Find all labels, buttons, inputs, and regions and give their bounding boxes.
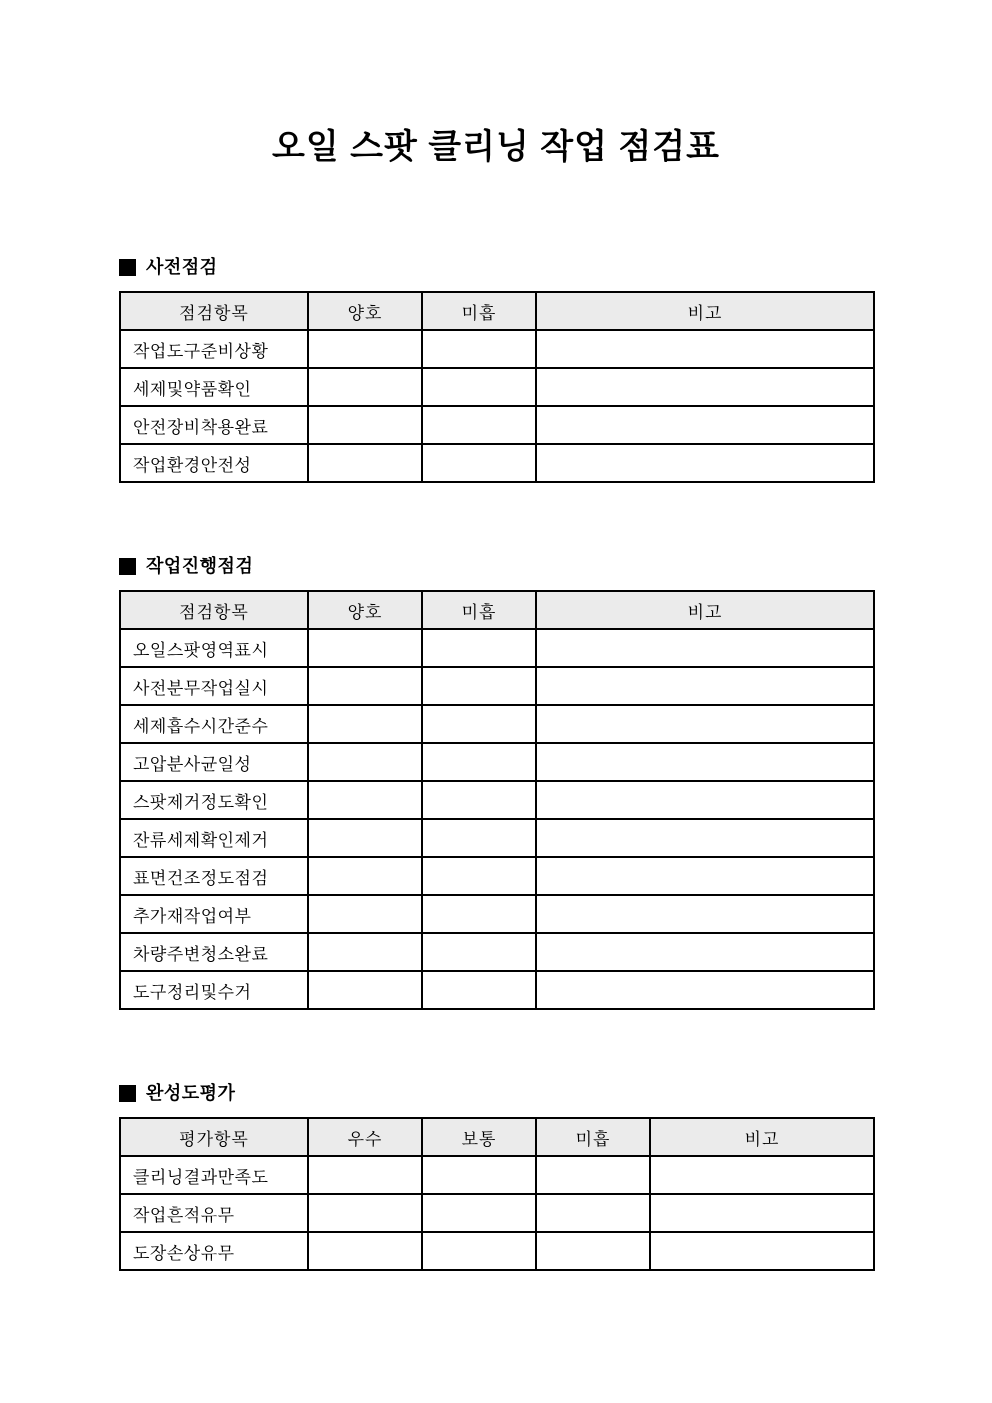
row-label: 오일스팟영역표시 <box>120 629 308 667</box>
check-cell <box>536 1156 650 1194</box>
header-row <box>120 1118 874 1156</box>
check-cell <box>536 857 874 895</box>
row-label: 고압분사균일성 <box>120 743 308 781</box>
row-label: 도장손상유무 <box>120 1232 308 1270</box>
check-cell <box>536 368 874 406</box>
table-row <box>120 781 874 819</box>
column-header: 비고 <box>536 591 874 629</box>
section-heading-label: 완성도평가 <box>146 1083 236 1103</box>
section-bullet-icon <box>119 1085 136 1102</box>
check-cell <box>308 1156 422 1194</box>
row-label: 스팟제거정도확인 <box>120 781 308 819</box>
table-row <box>120 743 874 781</box>
check-cell <box>422 1156 536 1194</box>
row-label: 작업도구준비상황 <box>120 330 308 368</box>
column-header: 미흡 <box>536 1118 650 1156</box>
check-cell <box>422 857 536 895</box>
check-cell <box>650 1156 874 1194</box>
section-work-progress <box>119 555 873 1010</box>
check-cell <box>536 406 874 444</box>
check-cell <box>422 895 536 933</box>
table-row <box>120 895 874 933</box>
check-cell <box>536 444 874 482</box>
check-cell <box>536 1194 650 1232</box>
table-row <box>120 330 874 368</box>
column-header: 미흡 <box>422 292 536 330</box>
check-cell <box>422 743 536 781</box>
row-label: 차량주변청소완료 <box>120 933 308 971</box>
row-label: 작업흔적유무 <box>120 1194 308 1232</box>
pre-check-table <box>119 291 875 483</box>
row-label: 추가재작업여부 <box>120 895 308 933</box>
section-heading-label: 사전점검 <box>146 257 218 277</box>
table-row <box>120 1156 874 1194</box>
column-header: 보통 <box>422 1118 536 1156</box>
check-cell <box>422 781 536 819</box>
check-cell <box>308 857 422 895</box>
table-row <box>120 368 874 406</box>
check-cell <box>536 781 874 819</box>
table-row <box>120 629 874 667</box>
row-label: 작업환경안전성 <box>120 444 308 482</box>
row-label: 세제흡수시간준수 <box>120 705 308 743</box>
column-header: 미흡 <box>422 591 536 629</box>
table-row <box>120 1232 874 1270</box>
check-cell <box>308 933 422 971</box>
check-cell <box>308 819 422 857</box>
check-cell <box>422 330 536 368</box>
check-cell <box>422 819 536 857</box>
table-row <box>120 705 874 743</box>
column-header: 우수 <box>308 1118 422 1156</box>
row-label: 도구정리및수거 <box>120 971 308 1009</box>
check-cell <box>422 705 536 743</box>
check-cell <box>308 667 422 705</box>
check-cell <box>308 1232 422 1270</box>
check-cell <box>422 1194 536 1232</box>
column-header: 비고 <box>536 292 874 330</box>
check-cell <box>308 368 422 406</box>
table-row <box>120 971 874 1009</box>
check-cell <box>650 1232 874 1270</box>
row-label: 사전분무작업실시 <box>120 667 308 705</box>
table-row <box>120 857 874 895</box>
check-cell <box>536 743 874 781</box>
column-header: 양호 <box>308 292 422 330</box>
check-cell <box>536 705 874 743</box>
section-heading-work-progress <box>119 555 873 577</box>
header-row <box>120 591 874 629</box>
check-cell <box>536 933 874 971</box>
check-cell <box>536 330 874 368</box>
check-cell <box>536 971 874 1009</box>
column-header: 비고 <box>650 1118 874 1156</box>
row-label: 세제및약품확인 <box>120 368 308 406</box>
column-header: 평가항목 <box>120 1118 308 1156</box>
check-cell <box>308 705 422 743</box>
completion-evaluation-table <box>119 1117 875 1271</box>
table-row <box>120 444 874 482</box>
section-heading-completion-evaluation <box>119 1082 873 1104</box>
check-cell <box>422 368 536 406</box>
check-cell <box>308 330 422 368</box>
page-title: 오일 스팟 클리닝 작업 점검표 <box>272 128 720 166</box>
check-cell <box>308 781 422 819</box>
check-cell <box>422 971 536 1009</box>
section-bullet-icon <box>119 259 136 276</box>
check-cell <box>536 629 874 667</box>
check-cell <box>422 1232 536 1270</box>
check-cell <box>650 1194 874 1232</box>
check-cell <box>536 819 874 857</box>
check-cell <box>422 444 536 482</box>
check-cell <box>308 895 422 933</box>
column-header: 양호 <box>308 591 422 629</box>
section-completion-evaluation <box>119 1082 873 1271</box>
row-label: 안전장비착용완료 <box>120 406 308 444</box>
check-cell <box>308 1194 422 1232</box>
check-cell <box>308 743 422 781</box>
table-row <box>120 406 874 444</box>
check-cell <box>422 629 536 667</box>
row-label: 표면건조정도점검 <box>120 857 308 895</box>
row-label: 클리닝결과만족도 <box>120 1156 308 1194</box>
check-cell <box>308 971 422 1009</box>
check-cell <box>422 933 536 971</box>
work-progress-table <box>119 590 875 1010</box>
table-row <box>120 819 874 857</box>
check-cell <box>536 895 874 933</box>
check-cell <box>308 444 422 482</box>
table-row <box>120 1194 874 1232</box>
column-header: 점검항목 <box>120 591 308 629</box>
column-header: 점검항목 <box>120 292 308 330</box>
table-row <box>120 933 874 971</box>
header-row <box>120 292 874 330</box>
check-cell <box>536 1232 650 1270</box>
section-heading-label: 작업진행점검 <box>146 556 254 576</box>
check-cell <box>308 406 422 444</box>
check-cell <box>422 667 536 705</box>
table-row <box>120 667 874 705</box>
check-cell <box>308 629 422 667</box>
check-cell <box>536 667 874 705</box>
check-cell <box>422 406 536 444</box>
row-label: 잔류세제확인제거 <box>120 819 308 857</box>
section-bullet-icon <box>119 558 136 575</box>
section-heading-pre-check <box>119 256 873 278</box>
section-pre-check <box>119 256 873 483</box>
